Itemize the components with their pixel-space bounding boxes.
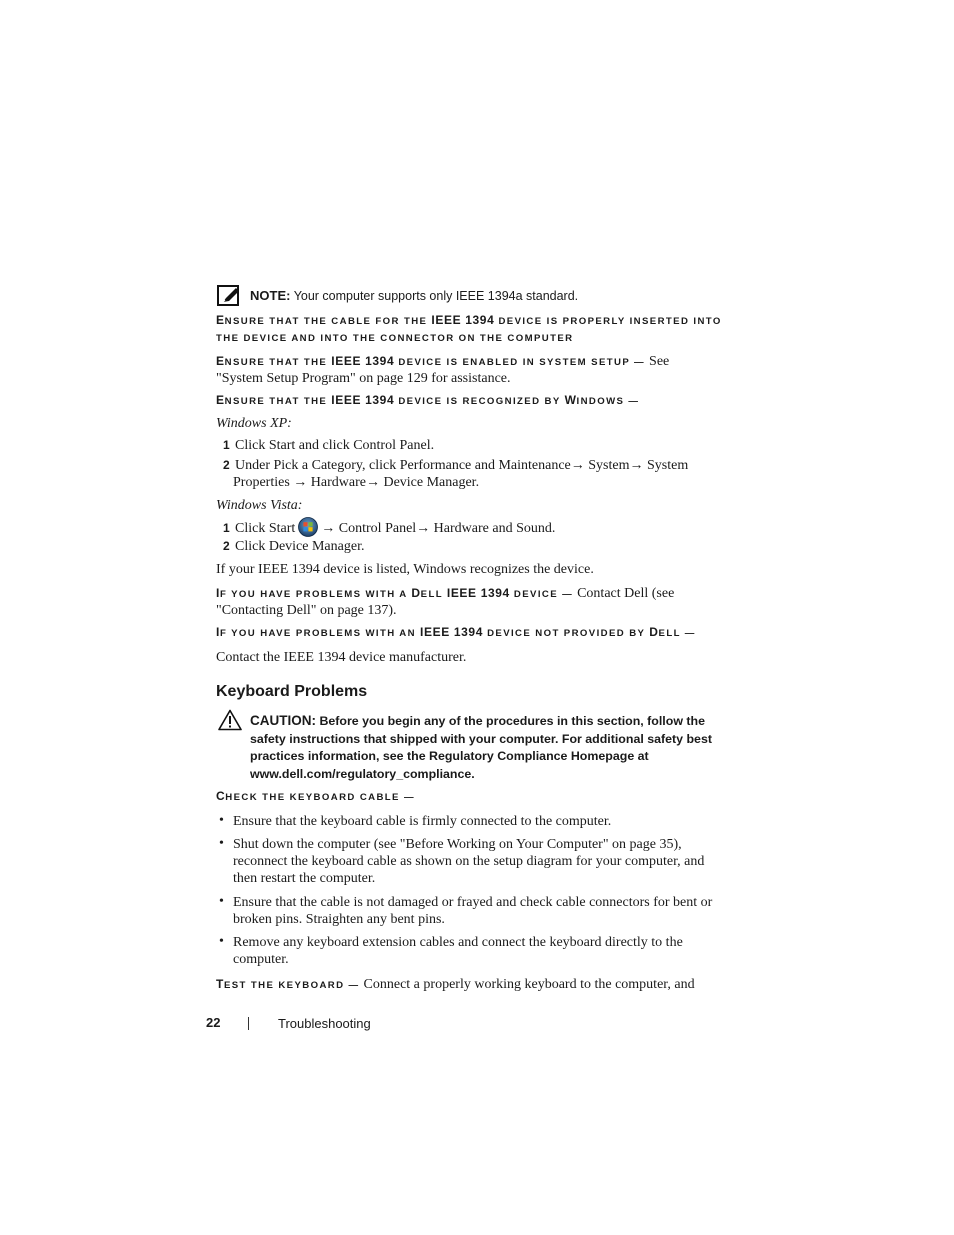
caution-warning-icon [218, 709, 242, 731]
heading-cable-inserted [216, 312, 736, 347]
heading-dell-device [216, 584, 736, 602]
windows-start-orb-icon [298, 517, 318, 537]
list-item-line: computer. [233, 952, 289, 968]
xp-step-1-post: . [430, 438, 435, 453]
xp-step-1-pre: Click [235, 438, 269, 453]
heading-enabled [216, 352, 736, 370]
list-item-line: Ensure that the keyboard cable is firmly connected to the computer. [233, 814, 612, 829]
heading-test-keyboard-text: TEST THE KEYBOARD — [216, 977, 360, 991]
list-item [233, 813, 718, 830]
windows-xp-label: Windows XP: [216, 416, 292, 431]
heading-recognized: ENSURE THAT THE IEEE 1394 DEVICE IS RECOGNIZED BY WINDOWS — [216, 393, 640, 407]
heading-test-keyboard [216, 975, 736, 993]
xp-step-2-mid: , click [362, 458, 400, 473]
caution-line-4: www.dell.com/regulatory_compliance. [250, 766, 475, 781]
vista-step-2-pre: Click [235, 539, 269, 554]
heading-cable-inserted-line2: THE DEVICE AND INTO THE CONNECTOR ON THE COMPUTER [216, 333, 574, 344]
vista-step-1-number: 1 [223, 521, 230, 535]
heading-dell-device-tail: Contact Dell (see [577, 586, 675, 601]
non-dell-text: Contact the IEEE 1394 device manufacturer. [216, 650, 467, 665]
list-item [233, 836, 718, 888]
list-item-line: broken pins. Straighten any bent pins. [233, 912, 445, 928]
list-item-line: Remove any keyboard extension cables and connect the keyboard directly to the [233, 935, 683, 950]
bullet-marker-4: • [219, 934, 224, 949]
vista-step-2-bold: Device Manager. [268, 539, 365, 554]
bullet-marker-1: • [219, 813, 224, 828]
system-setup-ref: "System Setup Program" on page 129 for assistance. [216, 371, 511, 386]
note-label: NOTE: [250, 288, 291, 303]
vista-step-2-number: 2 [223, 539, 230, 553]
list-item [233, 894, 718, 928]
xp-step-1-bold: Start and click Control Panel [268, 438, 431, 453]
heading-cable-inserted-line1: ENSURE THAT THE CABLE FOR THE IEEE 1394 DEVICE IS PROPERLY INSERTED INTO [216, 313, 722, 327]
list-item-line: Ensure that the cable is not damaged or frayed and check cable connectors for bent or [233, 895, 713, 910]
vista-step-1-path: → Control Panel→ Hardware and Sound [321, 521, 552, 536]
section-title-keyboard-problems: Keyboard Problems [216, 683, 368, 700]
caution-line-2: safety instructions that shipped with your computer. For additional safety best [250, 731, 712, 746]
windows-vista-label: Windows Vista: [216, 498, 303, 513]
caution-line-1 [250, 712, 720, 731]
vista-step-1 [223, 517, 555, 537]
bullet-marker-3: • [219, 894, 224, 909]
note-body: Your computer supports only IEEE 1394a standard. [293, 289, 579, 303]
xp-step-1-number: 1 [223, 438, 230, 452]
vista-step-1-post: . [551, 521, 556, 536]
footer-section-title: Troubleshooting [278, 1016, 371, 1031]
caution-label: CAUTION: [250, 713, 316, 728]
xp-step-2-number: 2 [223, 458, 230, 472]
heading-enabled-text: ENSURE THAT THE IEEE 1394 DEVICE IS ENABLED IN SYSTEM SETUP — [216, 354, 646, 368]
note-pencil-icon [217, 285, 241, 307]
heading-dell-device-text: IF YOU HAVE PROBLEMS WITH A DELL IEEE 1394 DEVICE — [216, 586, 574, 600]
bullet-marker-2: • [219, 836, 224, 851]
caution-line-1-text: Before you begin any of the procedures in this section, follow the [319, 714, 705, 728]
caution-text [250, 712, 720, 783]
list-item-line: Shut down the computer (see "Before Working on Your Computer" on page 35), [233, 837, 682, 852]
xp-step-2-bold2: Performance and Maintenance→ System→ System [399, 458, 689, 473]
contacting-dell-ref: "Contacting Dell" on page 137). [216, 603, 397, 618]
list-item-line: reconnect the keyboard cable as shown on the setup diagram for your computer, and [233, 854, 705, 870]
vista-step-1-start: Start [268, 521, 296, 536]
test-keyboard-text: Connect a properly working keyboard to the computer, and [363, 977, 695, 992]
xp-step-2-bold1: Pick a Category [273, 458, 363, 473]
xp-step-2 [223, 457, 688, 474]
heading-check-keyboard-cable: CHECK THE KEYBOARD CABLE — [216, 789, 415, 803]
recognized-text: If your IEEE 1394 device is listed, Windows recognizes the device. [216, 562, 594, 577]
list-item [233, 934, 718, 968]
page-number: 22 [206, 1015, 221, 1030]
heading-non-dell: IF YOU HAVE PROBLEMS WITH AN IEEE 1394 DEVICE NOT PROVIDED BY DELL — [216, 625, 696, 639]
footer-divider [248, 1017, 249, 1030]
xp-step-2-path: Properties → Hardware→ Device Manager [233, 475, 476, 490]
heading-enabled-tail: See [649, 354, 670, 369]
vista-step-1-pre: Click [235, 521, 269, 536]
xp-step-2-post: . [475, 475, 480, 490]
note-text [250, 288, 578, 303]
xp-step-2-line2 [233, 474, 479, 491]
list-item-line: then restart the computer. [233, 871, 376, 887]
caution-line-3: practices information, see the Regulatory Compliance Homepage at [250, 749, 649, 763]
vista-step-2 [223, 538, 364, 555]
xp-step-1 [223, 437, 434, 454]
xp-step-2-pre: Under [235, 458, 274, 473]
